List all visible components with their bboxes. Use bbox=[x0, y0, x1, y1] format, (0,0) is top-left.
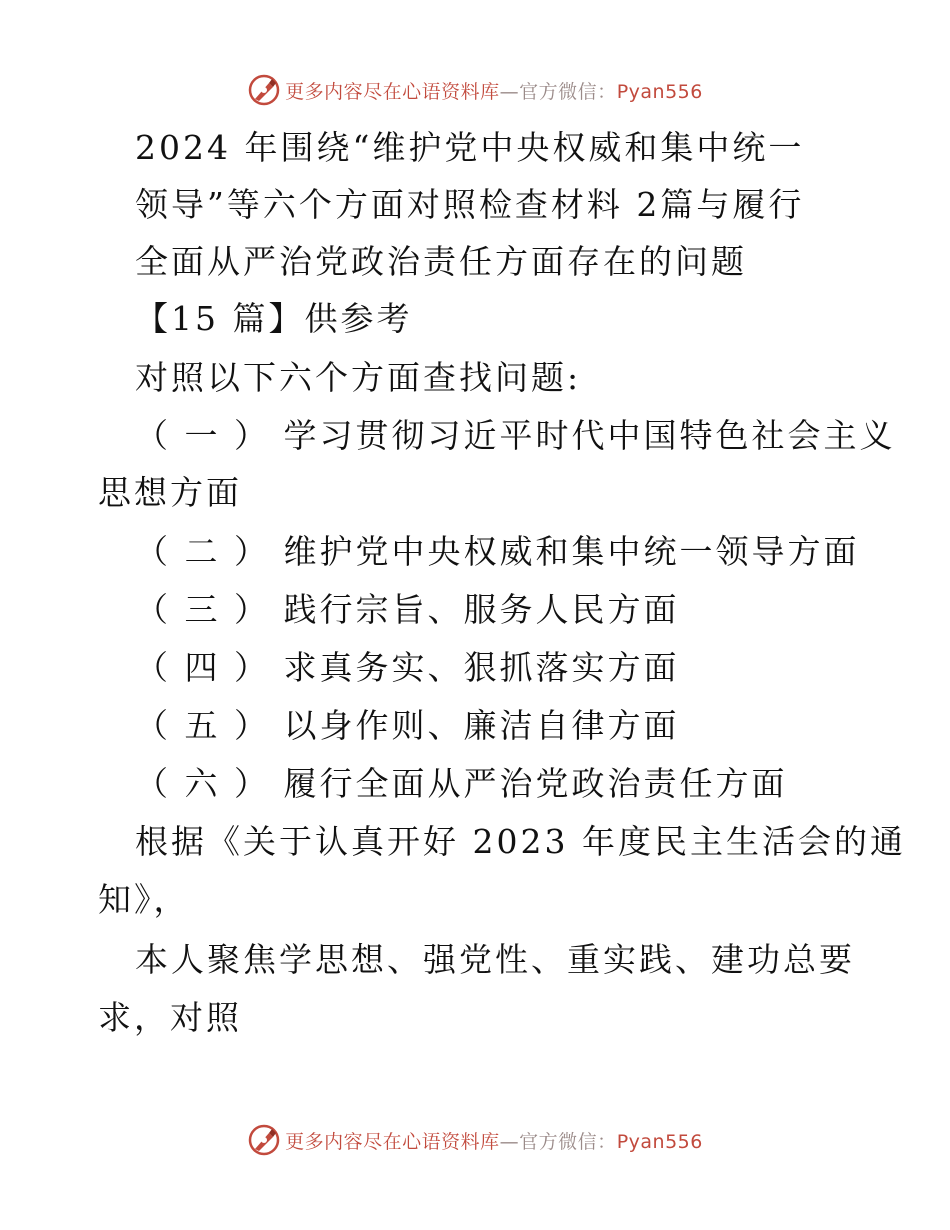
watermark-banner-top bbox=[0, 70, 950, 110]
intro-text: 对照以下六个方面查找问题: bbox=[135, 358, 582, 397]
paragraph-1-cont: 知》， bbox=[98, 880, 190, 919]
pen-logo-icon bbox=[247, 1123, 281, 1157]
paragraph-1: 根据《关于认真开好 2023 年度民主生活会的通 bbox=[135, 822, 906, 861]
watermark-text: 更多内容尽在心语资料库—官方微信：Pyan556 bbox=[285, 80, 703, 103]
paragraph-2-cont: 求，对照 bbox=[98, 998, 242, 1037]
list-item-4: （ 四 ） 求真务实、狠抓落实方面 bbox=[135, 648, 680, 687]
list-item-3: （ 三 ） 践行宗旨、服务人民方面 bbox=[135, 590, 680, 629]
list-item-1-cont: 思想方面 bbox=[98, 473, 242, 512]
title-line-2: 领导”等六个方面对照检查材料 2篇与履行 bbox=[135, 185, 805, 224]
list-item-6: （ 六 ） 履行全面从严治党政治责任方面 bbox=[135, 764, 788, 803]
title-line-1: 2024 年围绕“维护党中央权威和集中统一 bbox=[135, 128, 805, 167]
title-line-4: 【15 篇】供参考 bbox=[135, 299, 413, 338]
watermark-banner-bottom bbox=[0, 1120, 950, 1160]
pen-logo-icon bbox=[247, 73, 281, 107]
title-line-3: 全面从严治党政治责任方面存在的问题 bbox=[135, 242, 747, 281]
list-item-1: （ 一 ） 学习贯彻习近平时代中国特色社会主义 bbox=[135, 416, 896, 455]
paragraph-2: 本人聚焦学思想、强党性、重实践、建功总要 bbox=[135, 940, 855, 979]
watermark-text: 更多内容尽在心语资料库—官方微信：Pyan556 bbox=[285, 1130, 703, 1153]
list-item-2: （ 二 ） 维护党中央权威和集中统一领导方面 bbox=[135, 532, 860, 571]
list-item-5: （ 五 ） 以身作则、廉洁自律方面 bbox=[135, 706, 680, 745]
